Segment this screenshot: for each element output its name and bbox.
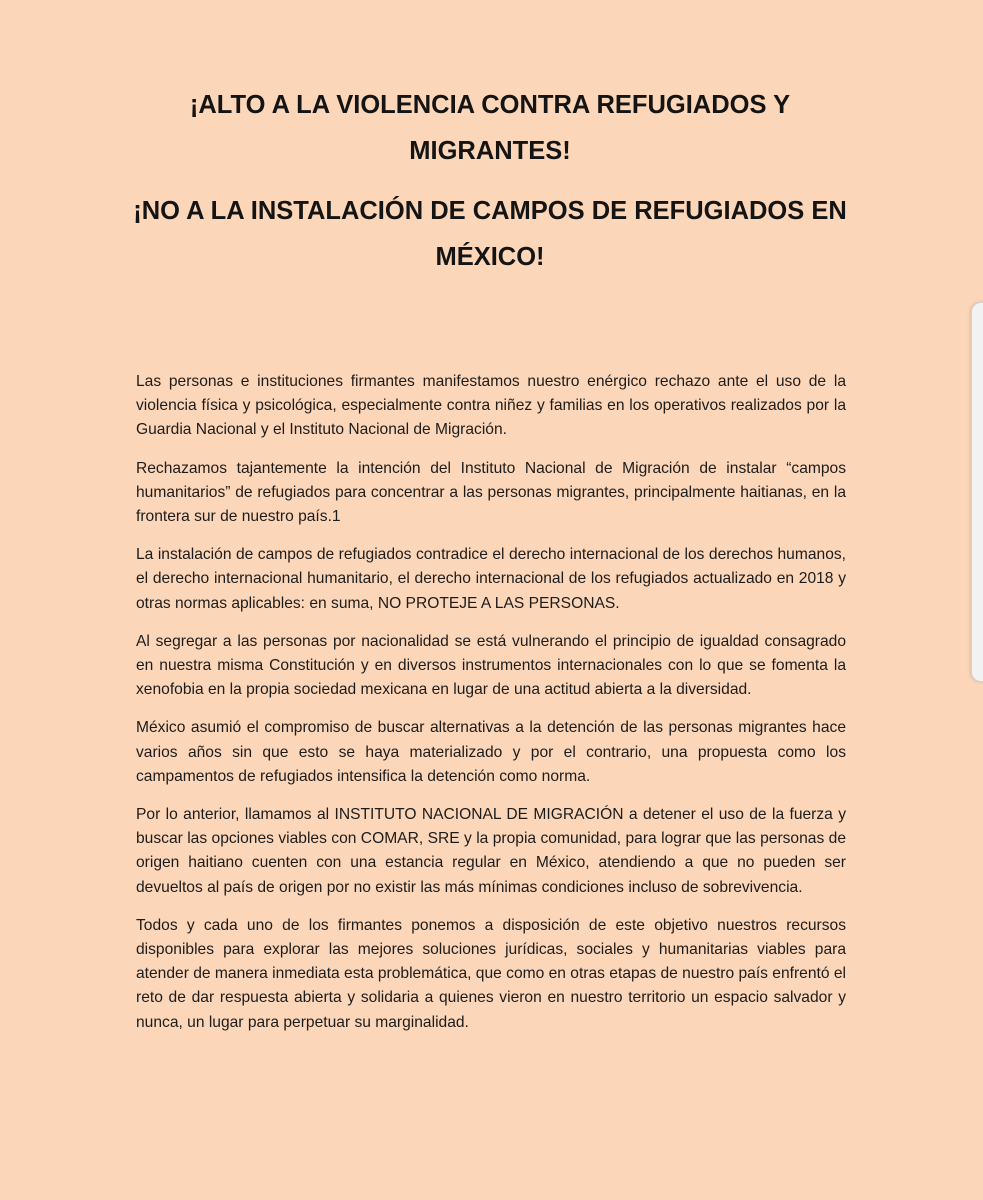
paragraph-call-to-action: Por lo anterior, llamamos al INSTITUTO NACIONAL DE MIGRACIÓN a detener el uso de la fuerza y buscar las opciones viables con COMAR, SRE y la propia comunidad, para lograr que las personas de origen haitiano cuenten con una estancia regular en México, atendiendo a que no pueden ser devueltos al país de origen por no existir las más mínimas condiciones incluso de sobrevivencia. xyxy=(136,806,846,896)
paragraph-camps-intention: Rechazamos tajantemente la intención del Instituto Nacional de Migración de instalar “campos humanitarios” de refugiados para concentrar a las personas migrantes, principalmente haitianas, en la frontera sur de nuestro país.1 xyxy=(136,459,846,526)
headings-block xyxy=(120,82,860,280)
paragraph-commitment: México asumió el compromiso de buscar alternativas a la detención de las personas migrantes hace varios años sin que esto se haya materializado y por el contrario, una propuesta como los campamentos de refugiados intensifica la detención como norma. xyxy=(136,719,846,785)
paragraph-signatories: Todos y cada uno de los firmantes ponemos a disposición de este objetivo nuestros recursos disponibles para explorar las mejores soluciones jurídicas, sociales y humanitarias viables para atender de manera inmediata esta problemática, que como en otras etapas de nuestro país enfrentó el reto de dar respuesta abierta y solidaria a quienes vieron en nuestro territorio un espacio salvador y nunca, un lugar para perpetuar su marginalidad. xyxy=(136,916,846,1031)
paragraph-international-law: La instalación de campos de refugiados contradice el derecho internacional de los derechos humanos, el derecho internacional humanitario, el derecho internacional de los refugiados actualizado en 2018 y otras normas aplicables: en suma, NO PROTEJE A LAS PERSONAS. xyxy=(136,546,846,612)
paragraph-segregation: Al segregar a las personas por nacionalidad se está vulnerando el principio de igualdad consagrado en nuestra misma Constitución y en diversos instrumentos internacionales con lo que se fomenta la xenofobia en la propia sociedad mexicana en lugar de una actitud abierta a la diversidad. xyxy=(136,632,846,699)
side-scroll-tab[interactable] xyxy=(971,302,983,682)
paragraph-rejection: Las personas e instituciones firmantes manifestamos nuestro enérgico rechazo ante el uso de la violencia física y psicológica, especialmente contra niñez y familias en los operativos realizados por la Guardia Nacional y el Instituto Nacional de Migración. xyxy=(136,373,846,439)
document-body xyxy=(136,370,846,1049)
heading-violence: ¡ALTO A LA VIOLENCIA CONTRA REFUGIADOS Y MIGRANTES! xyxy=(189,91,791,165)
heading-camps: ¡NO A LA INSTALACIÓN DE CAMPOS DE REFUGIADOS EN MÉXICO! xyxy=(133,197,847,271)
